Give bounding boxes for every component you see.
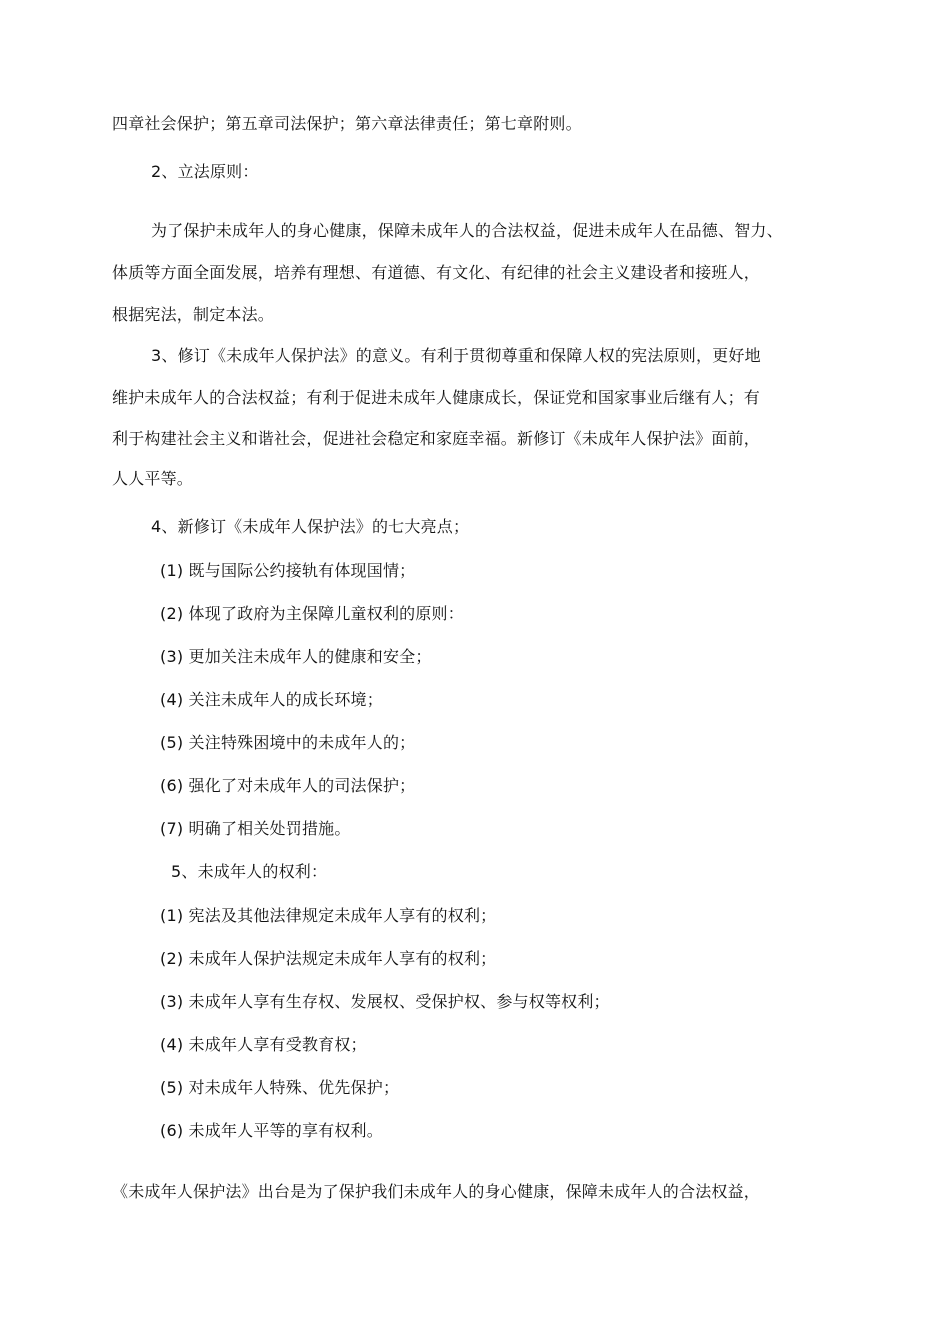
section-heading-minor-rights: 5、未成年人的权利：: [171, 862, 328, 881]
paragraph-line: 根据宪法，制定本法。: [112, 305, 275, 324]
paragraph-line: 体质等方面全面发展，培养有理想、有道德、有文化、有纪律的社会主义建设者和接班人，: [112, 263, 761, 282]
list-item: (6) 强化了对未成年人的司法保护；: [160, 776, 416, 795]
list-item: (3) 更加关注未成年人的健康和安全；: [160, 647, 432, 666]
list-item: (6) 未成年人平等的享有权利。: [160, 1121, 383, 1140]
list-item: (3) 未成年人享有生存权、发展权、受保护权、参与权等权利；: [160, 992, 610, 1011]
paragraph-line: 为了保护未成年人的身心健康，保障未成年人的合法权益，促进未成年人在品德、智力、: [151, 221, 783, 240]
section-heading-legislative-principle: 2、立法原则：: [151, 162, 259, 181]
list-item: (2) 体现了政府为主保障儿童权利的原则：: [160, 604, 464, 623]
list-item: (4) 关注未成年人的成长环境；: [160, 690, 383, 709]
list-item: (5) 对未成年人特殊、优先保护；: [160, 1078, 400, 1097]
chapter-list-continued: 四章社会保护；第五章司法保护；第六章法律责任；第七章附则。: [112, 114, 582, 133]
paragraph-line: 维护未成年人的合法权益；有利于促进未成年人健康成长，保证党和国家事业后继有人；有: [112, 388, 761, 407]
section-heading-seven-highlights: 4、新修订《未成年人保护法》的七大亮点；: [151, 517, 470, 536]
list-item: (5) 关注特殊困境中的未成年人的；: [160, 733, 416, 752]
section-heading-revision-significance: 3、修订《未成年人保护法》的意义。有利于贯彻尊重和保障人权的宪法原则，更好地: [151, 346, 761, 365]
paragraph-line: 利于构建社会主义和谐社会，促进社会稳定和家庭幸福。新修订《未成年人保护法》面前，: [112, 429, 761, 448]
list-item: (2) 未成年人保护法规定未成年人享有的权利；: [160, 949, 497, 968]
list-item: (1) 既与国际公约接轨有体现国情；: [160, 561, 416, 580]
list-item: (4) 未成年人享有受教育权；: [160, 1035, 367, 1054]
list-item: (7) 明确了相关处罚措施。: [160, 819, 351, 838]
list-item: (1) 宪法及其他法律规定未成年人享有的权利；: [160, 906, 497, 925]
paragraph-line: 人人平等。: [112, 469, 194, 488]
paragraph-line: 《未成年人保护法》出台是为了保护我们未成年人的身心健康，保障未成年人的合法权益，: [112, 1182, 761, 1201]
